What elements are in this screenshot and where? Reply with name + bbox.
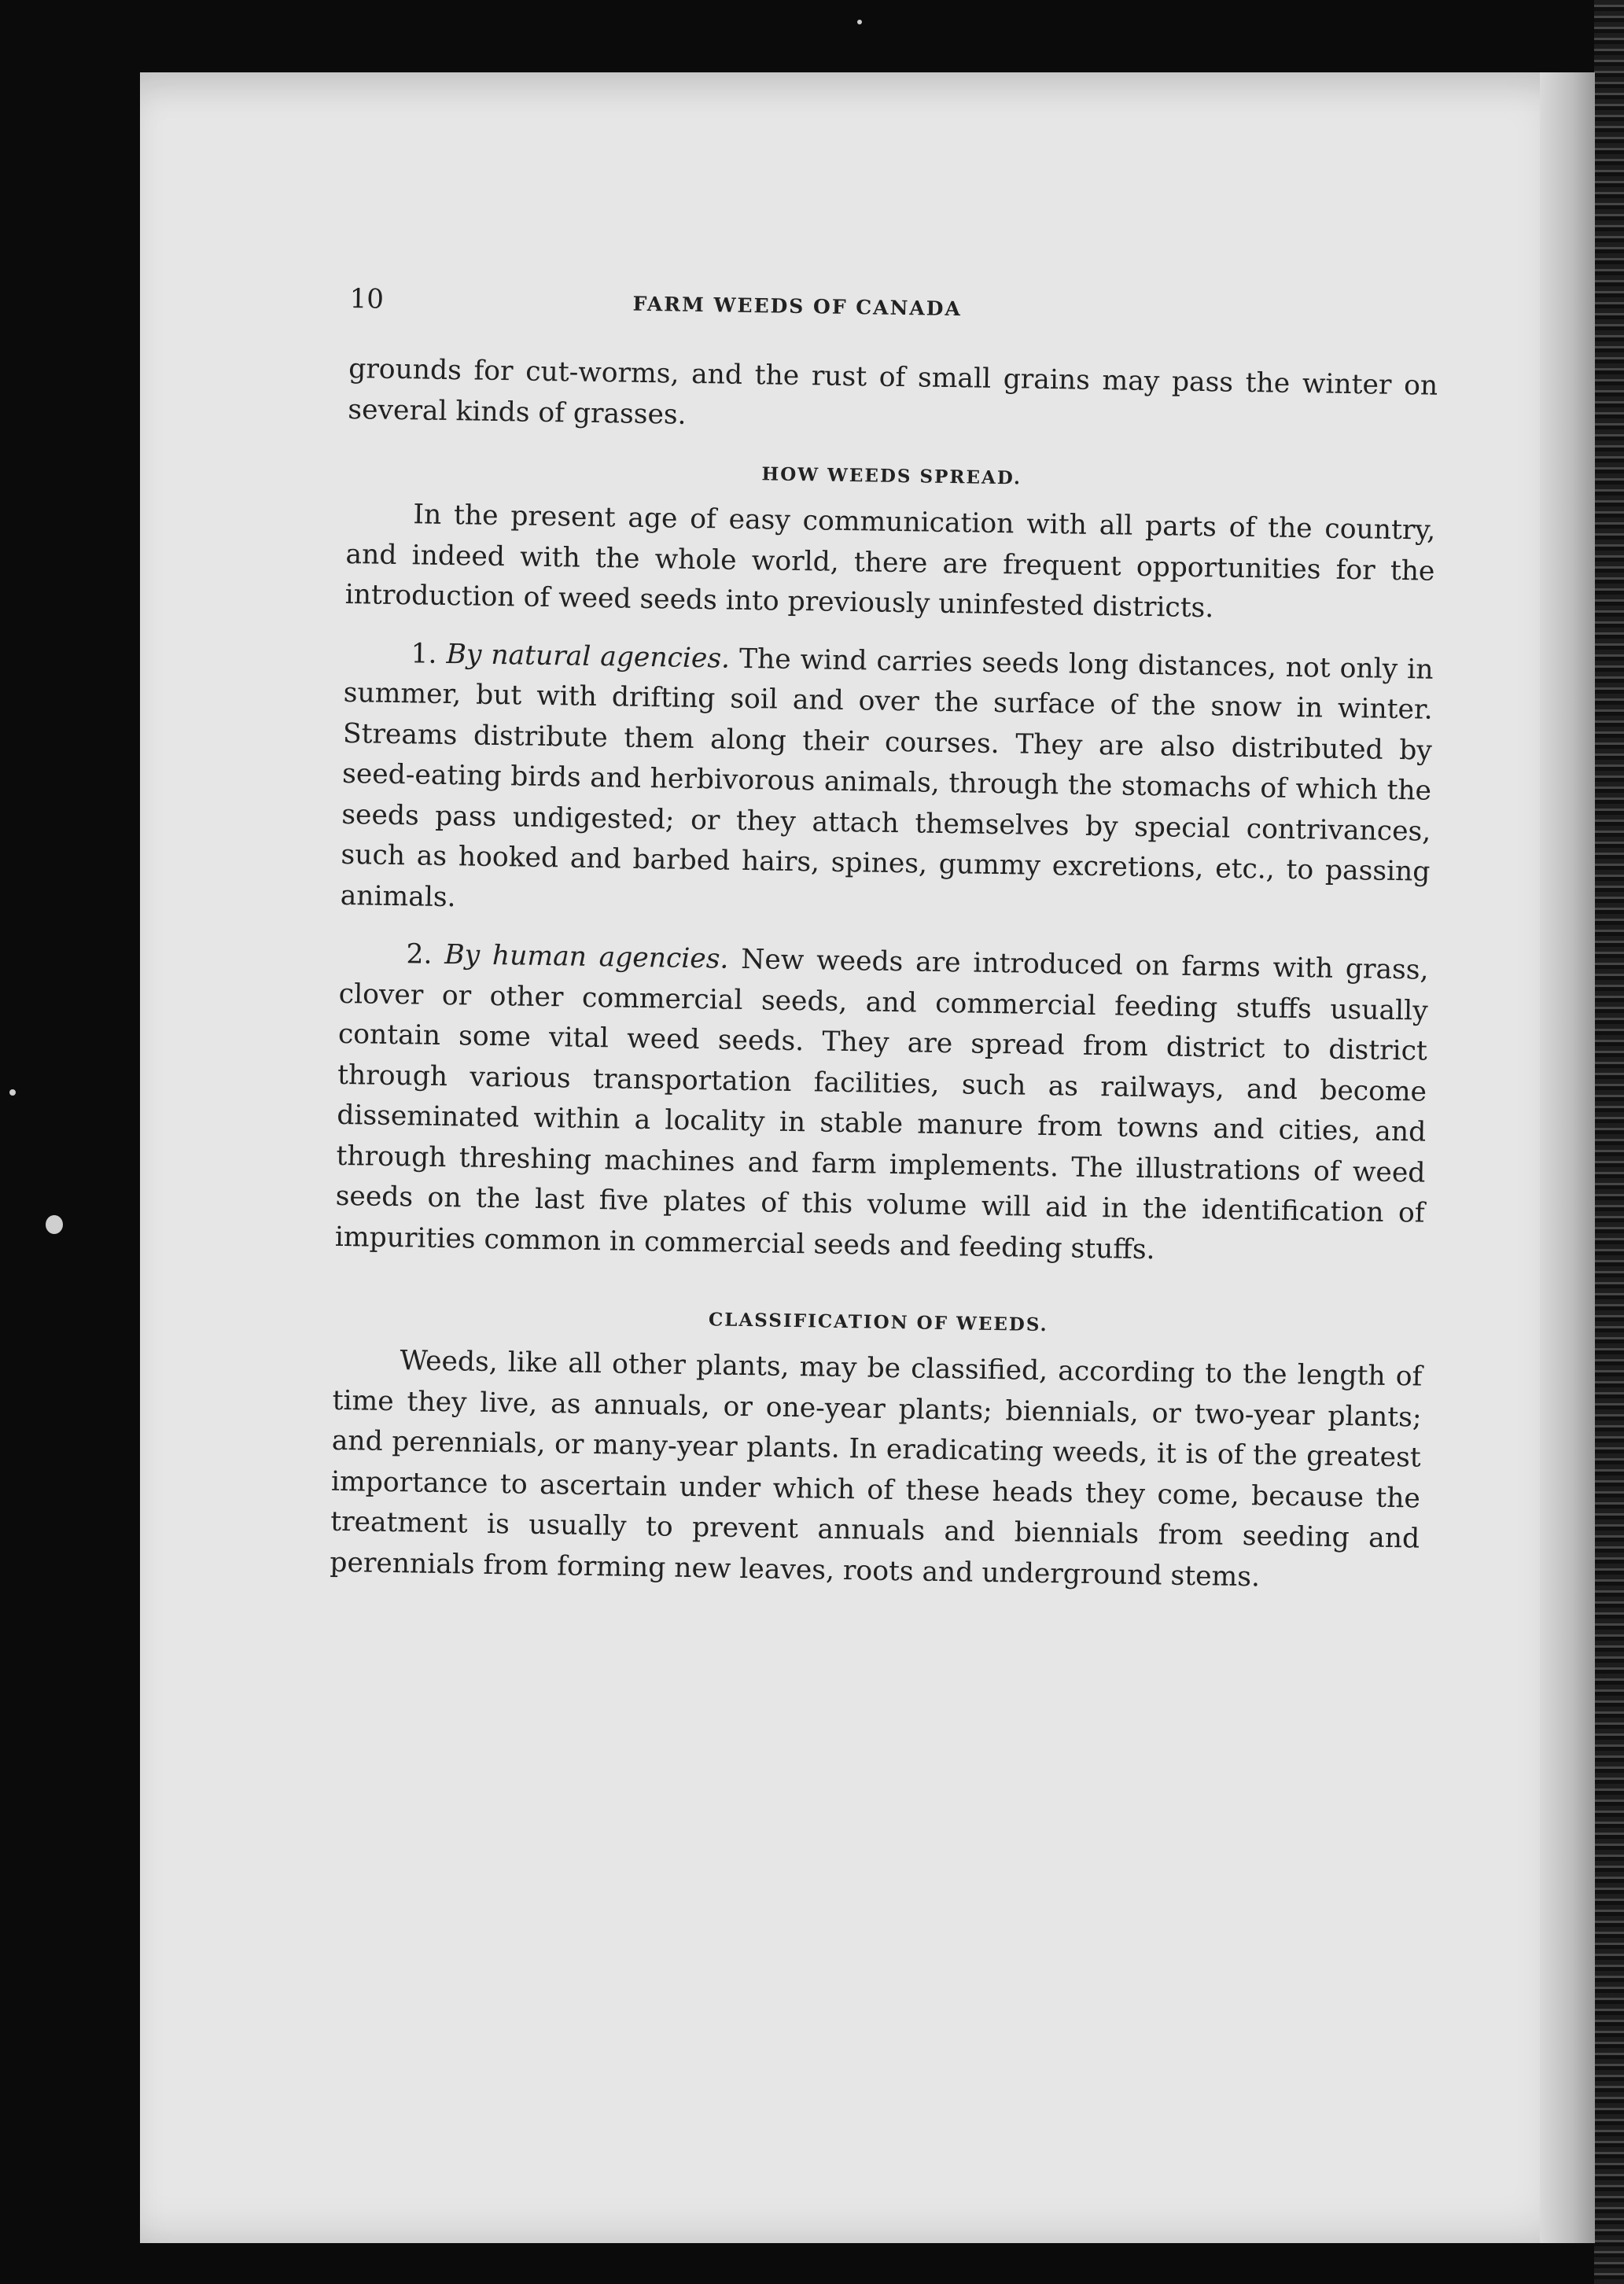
point-text: New weeds are introduced on farms with grass, clover or other commercial seeds, and commercial feeding stuffs usually contain some vital weed seeds. They are spread from district to district through various transportation facilities, such as railways, and become disseminated within a locality in stable manure from towns and cities, and through threshing machines and farm implements. The illustrations of weed seeds on the last five plates of this volume will aid in the identification of impurities common in commercial seeds and feeding stuffs. <box>334 943 1429 1265</box>
scan-speck <box>9 1089 16 1096</box>
point-number: 1. <box>411 637 437 670</box>
page-text-block <box>330 283 1439 1601</box>
running-title: FARM WEEDS OF CANADA <box>632 292 963 321</box>
page-edge-shadow <box>1540 72 1595 2243</box>
point-title: By natural agencies. <box>446 638 731 675</box>
point-natural-agencies <box>340 632 1433 933</box>
film-edge-strip <box>1594 0 1624 2284</box>
point-text: The wind carries seeds long distances, not only in summer, but with drifting soil and over the surface of the snow in winter. Streams distribute them along their courses. They are also distributed by seed-eating birds and herbivorous animals, through the stomachs of which the seeds pass undigested; or they attach themselves by special contrivances, such as hooked and barbed hairs, spines, gummy excretions, etc., to passing animals. <box>340 643 1434 913</box>
point-human-agencies <box>335 934 1429 1275</box>
intro-paragraph: In the present age of easy communication with all parts of the country, and indeed with the whole world, there are frequent opportunities for the introduction of weed seeds into previously uninfested districts. <box>344 499 1436 624</box>
section-heading-classification: CLASSIFICATION OF WEEDS. <box>708 1309 1048 1336</box>
point-title: By human agencies. <box>444 938 729 975</box>
point-number: 2. <box>406 938 433 971</box>
page-number: 10 <box>349 283 385 315</box>
classification-paragraph: Weeds, like all other plants, may be classified, according to the length of time they live, as annuals, or one-year plants; biennials, or two-year plants; and perennials, or many-year plants. In eradicating weeds, it is of the greatest importance to ascertain under which of these heads they come, because the treatment is usually to prevent annuals and biennials from seeding and perennials from forming new leaves, roots and underground stems. <box>330 1345 1423 1593</box>
scan-speck <box>46 1215 63 1234</box>
section-heading-how-weeds-spread: HOW WEEDS SPREAD. <box>761 463 1022 489</box>
continuation-paragraph: grounds for cut-worms, and the rust of small grains may pass the winter on several kinds of grasses. <box>348 352 1438 431</box>
scan-speck <box>857 20 862 24</box>
